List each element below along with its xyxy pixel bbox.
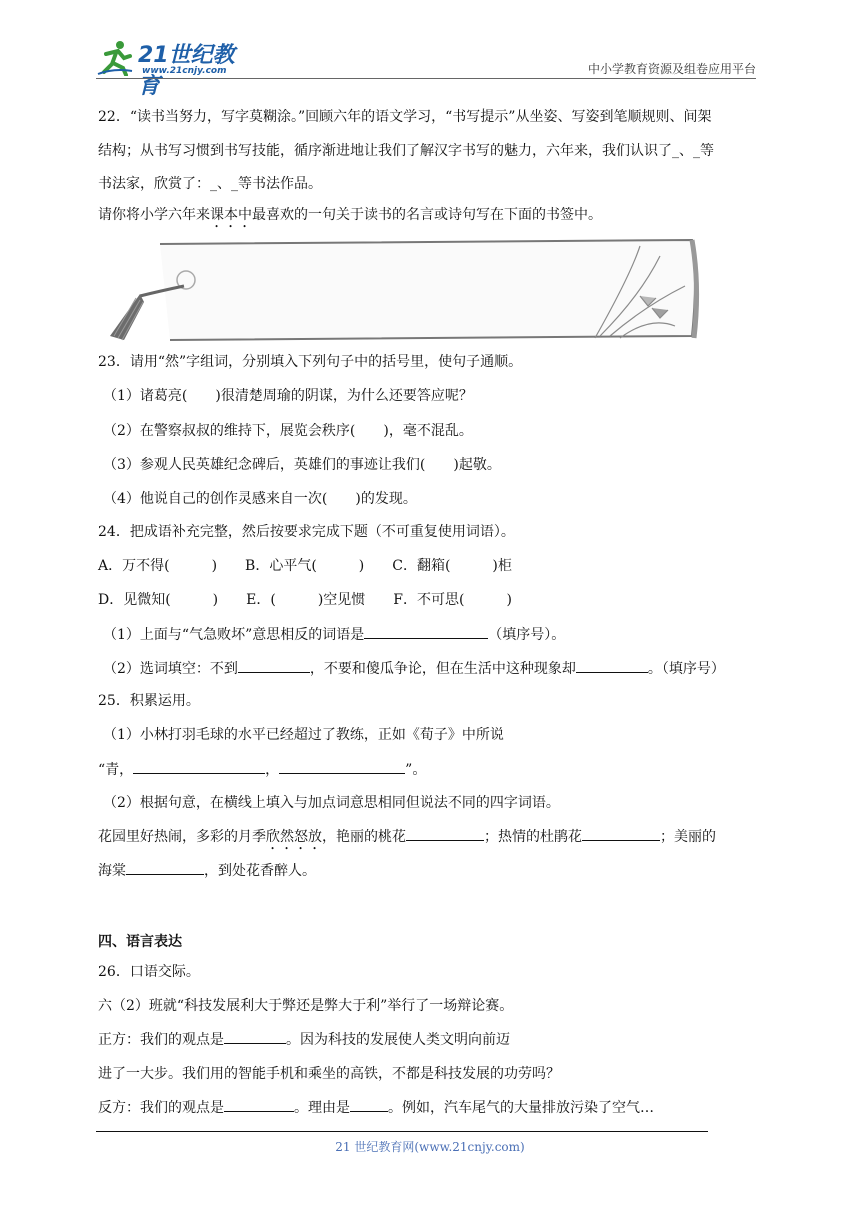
q25-text: “青，: [98, 762, 134, 778]
q25-text: ；美丽的: [660, 829, 716, 845]
answer-blank[interactable]: [279, 759, 405, 774]
q23-item-1: （1）诸葛亮( )很清楚周瑜的阴谋，为什么还要答应呢？: [103, 388, 473, 404]
answer-blank[interactable]: [350, 1097, 388, 1112]
q24-text: （1）上面与“气急败坏”意思相反的词语是: [103, 627, 365, 643]
q23-item-3: （3）参观人民英雄纪念碑后，英雄们的事迹让我们( )起敬。: [103, 457, 501, 473]
q26-pro-line: [98, 1029, 510, 1050]
answer-blank[interactable]: [224, 1029, 286, 1044]
q22-line-2: 结构；从书写习惯到书写技能，循序渐进地让我们了解汉字书写的魅力，六年来，我们认识了_、_等: [98, 143, 714, 159]
q24-options-row-2: D．见微知( ) E．( )空见惯 F．不可思( ): [98, 592, 512, 608]
q24-text: ，不要和傻瓜争论，但在生活中这种现象却: [309, 661, 576, 677]
q23-item-4: （4）他说自己的创作灵感来自一次( )的发现。: [103, 491, 417, 507]
emphasized-text: 课本中: [210, 207, 252, 223]
q25-sub-2: （2）根据句意，在横线上填入与加点词意思相同但说法不同的四字词语。: [103, 795, 560, 811]
q25-sentence-line-1: [98, 826, 716, 853]
bookmark-illustration: [100, 236, 700, 344]
q22-text: 最喜欢的一句关于读书的名言或诗句写在下面的书签中。: [252, 207, 602, 223]
q23-title: 23．请用“然”字组词，分别填入下列句子中的括号里，使句子通顺。: [98, 354, 523, 370]
emphasized-text: 欣然怒放: [266, 829, 322, 845]
q24-sub-2: [103, 658, 725, 679]
q22-text: 请你将小学六年来: [98, 207, 210, 223]
q24-text: （填序号）。: [488, 627, 566, 643]
q26-text: 。理由是: [294, 1100, 350, 1116]
q26-text: 正方：我们的观点是: [98, 1032, 224, 1048]
platform-title: 中小学教育资源及组卷应用平台: [587, 62, 756, 76]
answer-blank[interactable]: [364, 624, 488, 639]
q26-title: 26．口语交际。: [98, 964, 200, 980]
q24-title: 24．把成语补充完整，然后按要求完成下题（不可重复使用词语）。: [98, 524, 515, 540]
runner-logo-icon: [96, 38, 134, 76]
q25-text: ，到处花香醉人。: [204, 863, 316, 879]
site-logo: [96, 36, 256, 99]
q26-text: 反方：我们的观点是: [98, 1100, 224, 1116]
q22-line-3: 书法家，欣赏了：_、_等书法作品。: [98, 176, 322, 192]
answer-blank[interactable]: [576, 658, 648, 673]
q24-text: 。（填序号）: [647, 661, 725, 677]
q24-text: （2）选词填空：不到: [103, 661, 238, 677]
q22-line-1: 22．“读书当努力，写字莫糊涂。”回顾六年的语文学习，“书写提示”从坐姿、写姿到笔顺规则、间架: [98, 109, 712, 125]
q26-pro-line-2: 进了一大步。我们用的智能手机和乘坐的高铁，不都是科技发展的功劳吗？: [98, 1066, 560, 1082]
answer-blank[interactable]: [224, 1097, 294, 1112]
answer-blank[interactable]: [133, 759, 265, 774]
q25-text: ；热情的杜鹃花: [484, 829, 582, 845]
logo-url-text: www.21cnjy.com: [142, 66, 227, 76]
footer-divider: [96, 1131, 708, 1132]
q25-text: 海棠: [98, 863, 126, 879]
q25-sub-1: （1）小林打羽毛球的水平已经超过了教练，正如《荀子》中所说: [103, 727, 504, 743]
q25-text: ，: [265, 762, 280, 778]
q25-text: ”。: [405, 762, 427, 778]
answer-blank[interactable]: [406, 826, 484, 841]
answer-blank[interactable]: [126, 860, 204, 875]
q25-text: 花园里好热闹，多彩的月季: [98, 829, 266, 845]
footer-text: 21 世纪教育网(www.21cnjy.com): [335, 1140, 525, 1154]
q26-text: 。因为科技的发展使人类文明向前迈: [286, 1032, 510, 1048]
q25-text: ，艳丽的桃花: [322, 829, 406, 845]
q23-item-2: （2）在警察叔叔的维持下，展览会秩序( )，毫不混乱。: [103, 423, 473, 439]
q24-options-row-1: A．万不得( ) B．心平气( ) C．翻箱( )柜: [98, 558, 512, 574]
answer-blank[interactable]: [582, 826, 660, 841]
header-divider: [96, 78, 756, 79]
q26-text: 。例如，汽车尾气的大量排放污染了空气…: [388, 1100, 654, 1116]
q24-sub-1: [103, 624, 565, 645]
q25-quote-line: [98, 759, 426, 780]
q22-line-4: [98, 205, 602, 231]
q26-intro: 六（2）班就“科技发展利大于弊还是弊大于利”举行了一场辩论赛。: [98, 998, 514, 1014]
q25-sentence-line-2: [98, 860, 316, 881]
q25-title: 25．积累运用。: [98, 693, 200, 709]
q26-con-line: [98, 1097, 654, 1118]
answer-blank[interactable]: [238, 658, 310, 673]
logo-brand-text: 21世纪教育: [138, 43, 235, 99]
section-heading: 四、语言表达: [98, 934, 182, 950]
